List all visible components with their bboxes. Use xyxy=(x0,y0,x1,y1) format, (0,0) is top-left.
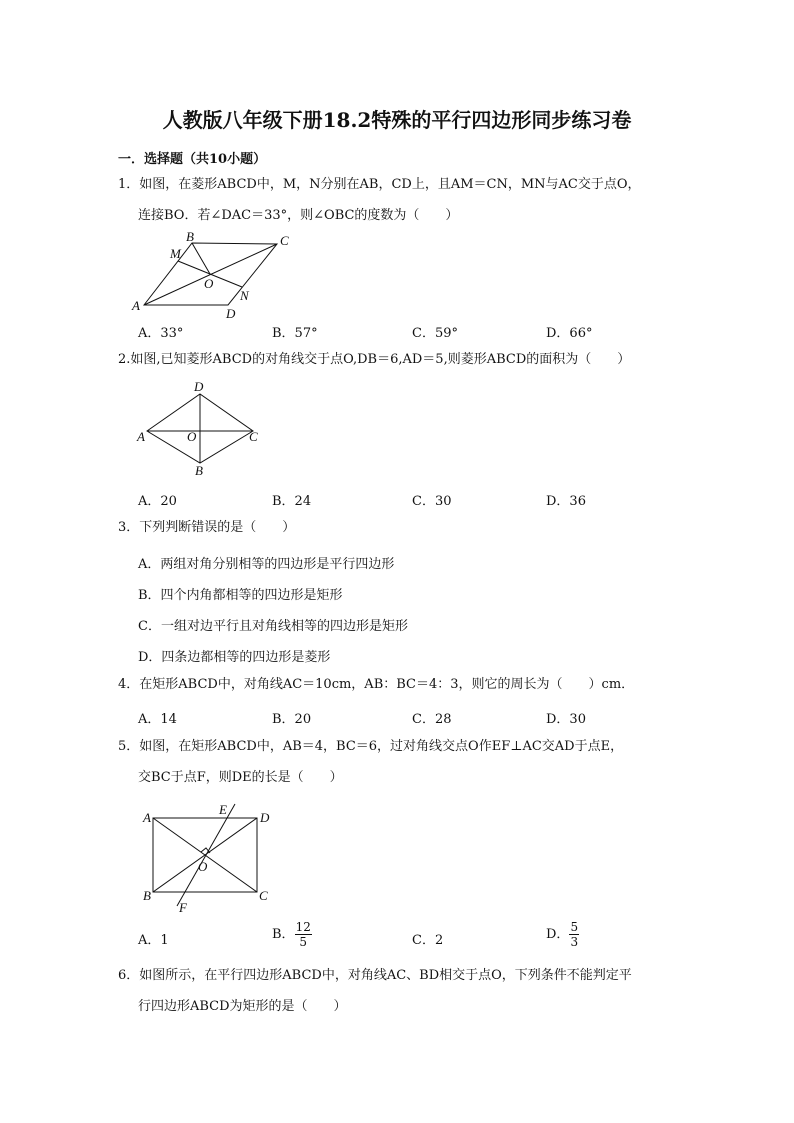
question-3-option-d[interactable]: D．四条边都相等的四边形是菱形 xyxy=(138,650,331,665)
question-2-rhombus-figure xyxy=(135,377,265,477)
question-4-option-d[interactable]: D．30 xyxy=(546,712,586,727)
question-1-rhombus-figure xyxy=(130,228,305,318)
question-5-option-a[interactable]: A．1 xyxy=(138,933,169,948)
fig5-label-d: D xyxy=(260,810,270,825)
question-1-option-b[interactable]: B．57° xyxy=(272,326,318,341)
question-6-text-line2: 行四边形ABCD为矩形的是（ ） xyxy=(138,999,347,1014)
fig1-label-c: C xyxy=(280,233,289,248)
question-5-option-d[interactable] xyxy=(546,920,579,949)
question-5-option-b-prefix: B． xyxy=(272,927,295,942)
fig5-label-o: O xyxy=(198,859,208,874)
question-4-option-b[interactable]: B．20 xyxy=(272,712,312,727)
question-1-option-c[interactable]: C．59° xyxy=(412,326,458,341)
question-5-text-line1: 5．如图，在矩形ABCD中，AB＝4，BC＝6，过对角线交点O作EF⊥AC交AD于点E， xyxy=(118,739,624,754)
question-1-text-line1: 1．如图，在菱形ABCD中，M，N分别在AB，CD上，且AM＝CN，MN与AC交于点O， xyxy=(118,177,641,192)
question-2-option-c[interactable]: C．30 xyxy=(412,494,452,509)
fraction-denominator: 3 xyxy=(570,935,579,949)
fig1-label-n: N xyxy=(240,288,249,303)
fig5-label-f: F xyxy=(179,900,187,915)
fig1-label-d: D xyxy=(226,306,236,318)
question-4-option-c[interactable]: C．28 xyxy=(412,712,452,727)
question-3-option-a[interactable]: A．两组对角分别相等的四边形是平行四边形 xyxy=(138,557,395,572)
fig1-label-a: A xyxy=(132,298,140,313)
fig1-label-m: M xyxy=(170,246,181,261)
fig2-label-d: D xyxy=(194,379,204,394)
fig5-label-e: E xyxy=(219,802,227,817)
fig5-label-a: A xyxy=(143,810,151,825)
section-heading: 一．选择题（共10小题） xyxy=(118,152,267,167)
fig1-label-o: O xyxy=(204,276,214,291)
question-1-option-a[interactable]: A．33° xyxy=(138,326,184,341)
question-1-option-d[interactable]: D．66° xyxy=(546,326,593,341)
question-5-rectangle-figure xyxy=(135,800,280,915)
question-2-option-d[interactable]: D．36 xyxy=(546,494,586,509)
fig2-label-a: A xyxy=(137,429,145,444)
segment-bo xyxy=(192,243,210,274)
question-4-option-a[interactable]: A．14 xyxy=(138,712,177,727)
question-5-text-line2: 交BC于点F，则DE的长是（ ） xyxy=(138,770,343,785)
question-3-option-b[interactable]: B．四个内角都相等的四边形是矩形 xyxy=(138,588,343,603)
question-2-option-a[interactable]: A．20 xyxy=(138,494,177,509)
fraction-12-5 xyxy=(295,920,312,949)
fraction-denominator: 5 xyxy=(299,935,308,949)
question-2-option-b[interactable]: B．24 xyxy=(272,494,312,509)
question-5-option-c[interactable]: C．2 xyxy=(412,933,444,948)
question-6-text-line1: 6．如图所示，在平行四边形ABCD中，对角线AC、BD相交于点O，下列条件不能判定平 xyxy=(118,968,632,983)
question-5-option-b[interactable] xyxy=(272,920,312,949)
fig2-label-o: O xyxy=(187,429,197,444)
question-3-text: 3．下列判断错误的是（ ） xyxy=(118,520,296,535)
question-3-option-c[interactable]: C．一组对边平行且对角线相等的四边形是矩形 xyxy=(138,619,408,634)
fraction-numerator: 12 xyxy=(295,920,311,934)
question-2-text-line1: 2.如图,已知菱形ABCD的对角线交于点O,DB＝6,AD＝5,则菱形ABCD的面积为（ ） xyxy=(118,352,631,367)
page-title: 人教版八年级下册18.2特殊的平行四边形同步练习卷 xyxy=(162,108,632,132)
fig2-label-b: B xyxy=(195,463,203,477)
fig5-label-c: C xyxy=(259,888,268,903)
fig1-label-b: B xyxy=(186,229,194,244)
question-4-text: 4．在矩形ABCD中，对角线AC＝10cm，AB：BC＝4：3，则它的周长为（ ）cm． xyxy=(118,677,635,692)
question-5-option-d-prefix: D． xyxy=(546,927,570,942)
fig2-label-c: C xyxy=(249,429,258,444)
line-ef xyxy=(177,804,235,906)
fraction-numerator: 5 xyxy=(570,920,579,934)
fig5-label-b: B xyxy=(143,888,151,903)
question-1-text-line2: 连接BO．若∠DAC＝33°，则∠OBC的度数为（ ） xyxy=(138,208,459,223)
fraction-5-3 xyxy=(569,920,579,949)
